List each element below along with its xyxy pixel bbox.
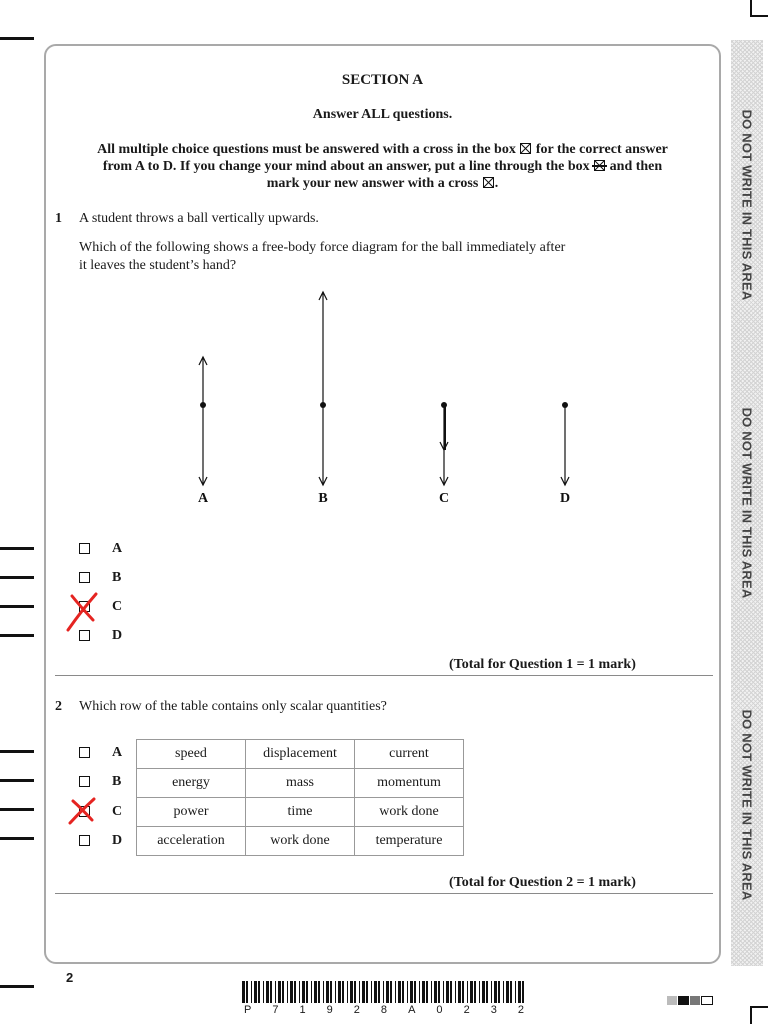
- diagram-c: [440, 405, 448, 485]
- barcode-bar: [515, 981, 516, 1003]
- table-cell: temperature: [355, 827, 464, 856]
- barcode-bar: [455, 981, 456, 1003]
- table-cell: mass: [246, 769, 355, 798]
- barcode-char: 1: [299, 1004, 306, 1016]
- do-not-write-label: DO NOT WRITE IN THIS AREA: [739, 407, 755, 599]
- table-cell: work done: [355, 798, 464, 827]
- option-label: C: [112, 599, 123, 614]
- barcode-char: 9: [326, 1004, 333, 1016]
- barcode-bar: [474, 981, 476, 1003]
- barcode-bar: [494, 981, 497, 1003]
- barcode-bar: [486, 981, 488, 1003]
- answer-all-heading: Answer ALL questions.: [312, 107, 453, 122]
- barcode-bar: [450, 981, 452, 1003]
- barcode-bar: [467, 981, 468, 1003]
- do-not-write-label: DO NOT WRITE IN THIS AREA: [739, 109, 755, 301]
- option-label: D: [112, 833, 123, 848]
- page-number: 2: [66, 970, 74, 985]
- answer-cross-mark: [62, 590, 104, 634]
- margin-mark: [0, 779, 34, 782]
- corner-mark: [750, 1006, 752, 1024]
- ball-dot: [320, 402, 326, 408]
- barcode-bar: [302, 981, 305, 1003]
- barcode-bar: [402, 981, 404, 1003]
- table-cell: displacement: [246, 740, 355, 769]
- barcode-char: 8: [380, 1004, 388, 1016]
- question-2-total: (Total for Question 2 = 1 mark): [449, 875, 636, 890]
- ball-dot: [441, 402, 447, 408]
- option-label: D: [112, 628, 123, 643]
- barcode-bar: [254, 981, 257, 1003]
- instructions-text: for the correct answer: [535, 142, 668, 157]
- barcode-bar: [419, 981, 420, 1003]
- barcode-bar: [438, 981, 440, 1003]
- ball-dot: [562, 402, 568, 408]
- option-label: C: [112, 804, 123, 819]
- barcode-bar: [407, 981, 408, 1003]
- question-1-total: (Total for Question 1 = 1 mark): [449, 657, 636, 672]
- margin-mark: [0, 750, 34, 753]
- diagram-label: B: [318, 491, 328, 506]
- barcode-bar: [359, 981, 360, 1003]
- barcode-bar: [290, 981, 293, 1003]
- barcode-bar: [458, 981, 461, 1003]
- barcode-bar: [398, 981, 401, 1003]
- answer-box-b[interactable]: [79, 572, 90, 583]
- barcode-bar: [275, 981, 276, 1003]
- barcode-bar: [299, 981, 300, 1003]
- table-cell: time: [246, 798, 355, 827]
- barcode-number: [244, 1004, 524, 1016]
- barcode-char: 3: [490, 1004, 497, 1016]
- diagram-a: [199, 357, 207, 485]
- table-row: [137, 798, 464, 827]
- diagram-label: A: [197, 491, 209, 506]
- barcode-char: 2: [353, 1004, 360, 1016]
- barcode-char: 7: [272, 1004, 279, 1016]
- option-label: A: [112, 541, 123, 556]
- barcode-bar: [326, 981, 329, 1003]
- table-cell: speed: [137, 740, 246, 769]
- barcode-bar: [338, 981, 341, 1003]
- question-1-text: it leaves the student’s hand?: [79, 258, 237, 273]
- diagram-label: C: [438, 491, 450, 506]
- margin-mark: [0, 576, 34, 579]
- margin-mark: [0, 985, 34, 988]
- barcode-bar: [434, 981, 437, 1003]
- barcode-bar: [366, 981, 368, 1003]
- margin-mark: [0, 808, 34, 811]
- barcode-bar: [294, 981, 296, 1003]
- barcode-bar: [278, 981, 281, 1003]
- barcode-bar: [386, 981, 389, 1003]
- barcode-bar: [491, 981, 492, 1003]
- option-label: B: [112, 774, 122, 789]
- answer-cross-mark: [64, 796, 100, 826]
- barcode-char: 2: [517, 1004, 524, 1016]
- ball-dot: [200, 402, 206, 408]
- instructions-text: mark your new answer with a cross: [266, 176, 479, 191]
- barcode-bar: [426, 981, 428, 1003]
- barcode-char: A: [408, 1004, 416, 1016]
- barcode-bar: [431, 981, 432, 1003]
- barcode-bar: [462, 981, 464, 1003]
- instructions-text: from A to D. If you change your mind about an answer, put a line through the box: [102, 159, 590, 174]
- barcode-char: P: [244, 1004, 252, 1016]
- barcode-bar: [330, 981, 332, 1003]
- barcode-bar: [263, 981, 264, 1003]
- barcode-char: 0: [436, 1004, 443, 1016]
- barcode-bar: [318, 981, 320, 1003]
- margin-mark: [0, 837, 34, 840]
- margin-mark: [0, 634, 34, 637]
- answer-box-a[interactable]: [79, 543, 90, 554]
- barcode-bar: [354, 981, 356, 1003]
- barcode-bar: [518, 981, 521, 1003]
- barcode-bar: [422, 981, 425, 1003]
- instructions-text: and then: [609, 159, 663, 174]
- table-row: [137, 769, 464, 798]
- margin-mark: [0, 605, 34, 608]
- question-2-text: Which row of the table contains only scalar quantities?: [79, 699, 387, 714]
- barcode-bar: [242, 981, 245, 1003]
- table-row: [137, 740, 464, 769]
- barcode-bar: [510, 981, 512, 1003]
- barcode: [242, 981, 526, 1003]
- barcode-bar: [246, 981, 248, 1003]
- table-cell: power: [137, 798, 246, 827]
- barcode-bar: [470, 981, 473, 1003]
- barcode-bar: [258, 981, 260, 1003]
- barcode-bar: [378, 981, 380, 1003]
- barcode-bar: [506, 981, 509, 1003]
- table-cell: current: [355, 740, 464, 769]
- answer-box-b[interactable]: [79, 776, 90, 787]
- barcode-bar: [270, 981, 272, 1003]
- corner-mark: [750, 1006, 768, 1008]
- barcode-bar: [306, 981, 308, 1003]
- table-cell: energy: [137, 769, 246, 798]
- instructions-text: All multiple choice questions must be answered with a cross in the box: [97, 142, 516, 157]
- table-row: [137, 827, 464, 856]
- barcode-bar: [443, 981, 444, 1003]
- barcode-char: 2: [463, 1004, 470, 1016]
- barcode-bar: [446, 981, 449, 1003]
- barcode-bar: [311, 981, 312, 1003]
- diagram-b: [319, 292, 327, 485]
- option-label: B: [112, 570, 122, 585]
- diagram-label: D: [559, 491, 571, 506]
- barcode-bar: [362, 981, 365, 1003]
- table-cell: momentum: [355, 769, 464, 798]
- quantities-table: [136, 739, 464, 856]
- margin-mark: [0, 547, 34, 550]
- barcode-bar: [503, 981, 504, 1003]
- barcode-bar: [342, 981, 344, 1003]
- option-label: A: [112, 745, 123, 760]
- barcode-bar: [414, 981, 416, 1003]
- barcode-bar: [323, 981, 324, 1003]
- barcode-bar: [347, 981, 348, 1003]
- section-title: SECTION A: [341, 72, 424, 88]
- print-registration-mark: [667, 996, 713, 1005]
- barcode-bar: [287, 981, 288, 1003]
- barcode-bar: [251, 981, 252, 1003]
- barcode-bar: [522, 981, 524, 1003]
- barcode-bar: [390, 981, 392, 1003]
- barcode-bar: [395, 981, 396, 1003]
- question-1-number: 1: [55, 211, 62, 226]
- table-cell: acceleration: [137, 827, 246, 856]
- barcode-bar: [479, 981, 480, 1003]
- answer-box-d[interactable]: [79, 835, 90, 846]
- question-1-text: Which of the following shows a free-body force diagram for the ball immediately after: [79, 240, 566, 255]
- barcode-bar: [374, 981, 377, 1003]
- barcode-bar: [410, 981, 413, 1003]
- do-not-write-label: DO NOT WRITE IN THIS AREA: [739, 709, 755, 901]
- barcode-bar: [314, 981, 317, 1003]
- table-cell: work done: [246, 827, 355, 856]
- answer-box-a[interactable]: [79, 747, 90, 758]
- divider: [55, 893, 713, 894]
- instructions-text: .: [494, 176, 499, 191]
- barcode-bar: [482, 981, 485, 1003]
- barcode-bar: [371, 981, 372, 1003]
- barcode-bar: [335, 981, 336, 1003]
- diagram-d: [561, 405, 569, 485]
- barcode-bar: [282, 981, 284, 1003]
- barcode-bar: [498, 981, 500, 1003]
- divider: [55, 675, 713, 676]
- barcode-bar: [383, 981, 384, 1003]
- question-2-number: 2: [55, 699, 62, 714]
- barcode-bar: [266, 981, 269, 1003]
- barcode-bar: [350, 981, 353, 1003]
- question-1-text: A student throws a ball vertically upwards.: [79, 211, 319, 226]
